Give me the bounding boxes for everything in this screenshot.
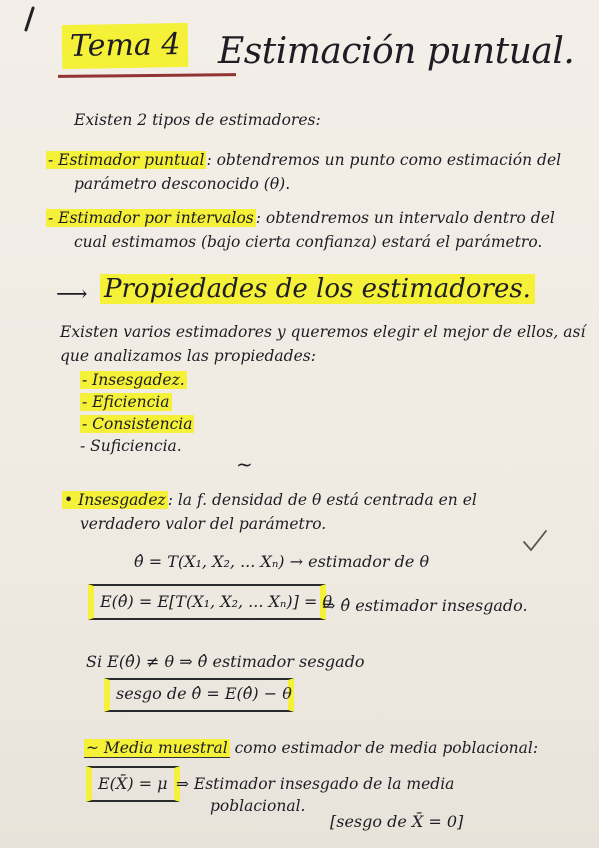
intervalos-text: : obtendremos un intervalo dentro del xyxy=(255,209,555,227)
title-tema: Tema 4 xyxy=(62,23,189,69)
biased-formula: Si E(θ̂) ≠ θ ⇒ θ̂ estimador sesgado xyxy=(86,652,365,671)
props-intro-2: que analizamos las propiedades: xyxy=(60,347,316,365)
props-intro-1: Existen varios estimadores y queremos elegir el mejor de ellos, así xyxy=(60,323,586,341)
prop-eficiencia: - Eficiencia xyxy=(82,393,170,411)
media-line xyxy=(84,738,538,758)
intervalos-text-2: cual estimamos (bajo cierta confianza) estará el parámetro. xyxy=(74,233,543,251)
title-main: Estimación puntual. xyxy=(218,31,575,72)
insesgadez-text: : la f. densidad de θ está centrada en el xyxy=(167,491,477,509)
media-formula: E(X̄) = μ xyxy=(98,774,168,793)
puntual-text: : obtendremos un punto como estimación del xyxy=(206,151,562,169)
insesgadez-text-2: verdadero valor del parámetro. xyxy=(80,515,327,533)
sesgo-formula: sesgo de θ̂ = E(θ̂) − θ xyxy=(116,684,292,703)
bullet-puntual xyxy=(46,150,561,170)
puntual-text-2: parámetro desconocido (θ). xyxy=(74,175,291,193)
media-label: ~ Media muestral xyxy=(86,739,228,757)
tilde-mark: ~ xyxy=(236,452,253,476)
title-underline xyxy=(58,73,236,78)
insesgadez-label: • Insesgadez xyxy=(64,491,166,509)
section-title-text: Propiedades de los estimadores. xyxy=(100,274,535,304)
bullet-intervalos xyxy=(46,208,555,228)
unbiased-formula: E(θ̂) = E[T(X₁, X₂, ... Xₙ)] = θ xyxy=(100,592,333,611)
media-text: como estimador de media poblacional: xyxy=(229,739,539,757)
media-sesgo: [sesgo de X̄ = 0] xyxy=(330,812,464,831)
section-arrow: ⟶ xyxy=(56,282,88,307)
prop-consistencia: - Consistencia xyxy=(82,415,193,433)
insesgadez-line xyxy=(62,490,477,510)
check-mark-icon xyxy=(522,528,548,554)
prop-suficiencia: - Suficiencia. xyxy=(80,437,182,455)
prop-insesgadez: - Insesgadez. xyxy=(82,371,185,389)
intro-text: Existen 2 tipos de estimadores: xyxy=(74,111,321,129)
media-result-2: poblacional. xyxy=(210,797,306,815)
intervalos-label: - Estimador por intervalos xyxy=(48,209,254,227)
estimator-formula: θ̂ = T(X₁, X₂, ... Xₙ) → estimador de θ xyxy=(134,552,430,571)
unbiased-text: ⇒ θ̂ estimador insesgado. xyxy=(322,596,528,615)
title-row xyxy=(58,22,578,82)
corner-pen-mark xyxy=(24,6,35,32)
media-result: ⇒ Estimador insesgado de la media xyxy=(176,775,455,793)
section-title xyxy=(100,270,535,308)
puntual-label: - Estimador puntual xyxy=(48,151,205,169)
